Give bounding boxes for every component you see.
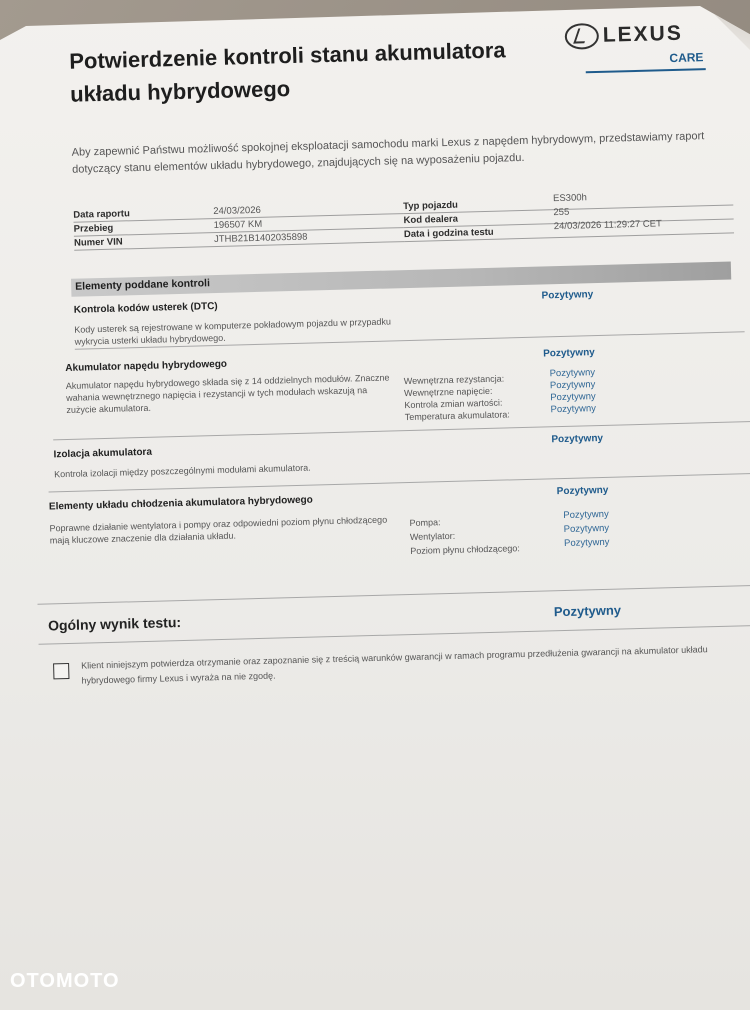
watermark-text: OTOMOTO — [10, 970, 120, 992]
info-left — [73, 200, 404, 251]
info-label: Przebieg — [73, 222, 114, 235]
logo-underline — [586, 68, 706, 73]
info-value: 255 — [553, 206, 570, 219]
info-value: 196507 KM — [213, 218, 263, 232]
logo-sub: CARE — [669, 50, 704, 66]
info-label: Typ pojazdu — [403, 199, 459, 213]
divider — [53, 421, 750, 440]
document-title: Potwierdzenie kontroli stanu akumulatora układu hybrydowego — [68, 37, 506, 107]
sub-check-label: Wewnętrzne napięcie: — [403, 385, 493, 399]
sub-check-value: Pozytywny — [549, 367, 596, 380]
info-label: Data raportu — [73, 208, 130, 221]
sub-check-value: Pozytywny — [563, 508, 609, 521]
check-description: Poprawne działanie wentylatora i pompy oraz odpowiedni poziom płynu chłodzącego mają kluczowe znaczenie dla działania układu. — [49, 514, 388, 546]
intro-text: Aby zapewnić Państwu możliwość spokojnej eksploatacji samochodu marki Lexus z napędem hybrydowym, przedstawiamy raport dotyczący stanu elementów układu hybrydowego, znajdujących się na wyposażeniu pojazdu. — [71, 130, 705, 176]
lexus-care-logo — [564, 20, 715, 66]
sub-check-value: Pozytywny — [550, 391, 596, 404]
sub-check-label: Wentylator: — [409, 530, 456, 543]
otomoto-watermark — [10, 970, 120, 993]
sub-check-value: Pozytywny — [563, 522, 610, 535]
sub-check-label: Kontrola zmian wartości: — [404, 397, 503, 411]
divider — [37, 585, 750, 605]
info-label: Kod dealera — [403, 213, 459, 227]
check-title: Kontrola kodów usterek (DTC) — [73, 300, 218, 316]
overall-result-label: Ogólny wynik testu: — [47, 614, 182, 634]
check-result: Pozytywny — [541, 289, 594, 302]
info-value: 24/03/2026 11:29:27 CET — [553, 218, 663, 233]
check-block-dtc — [74, 296, 395, 347]
section-header-bar — [71, 262, 731, 297]
sub-check-value: Pozytywny — [549, 379, 596, 392]
check-title: Elementy układu chłodzenia akumulatora hybrydowego — [48, 494, 313, 513]
info-label: Numer VIN — [73, 236, 123, 249]
check-result: Pozytywny — [556, 484, 609, 498]
check-block-isolation — [53, 440, 394, 480]
check-description: Kody usterek są rejestrowane w komputerze pokładowym pojazdu w przypadku wykrycia usterki układu hybrydowego. — [74, 316, 392, 347]
check-description: Kontrola izolacji między poszczególnymi modułami akumulatora. — [53, 462, 311, 480]
check-block-battery — [65, 354, 396, 416]
info-right — [403, 191, 734, 242]
sub-check-label: Wewnętrzna rezystancja: — [403, 373, 505, 387]
section-title: Elementy poddane kontroli — [75, 277, 211, 293]
info-value: ES300h — [552, 192, 588, 205]
check-title: Akumulator napędu hybrydowego — [65, 358, 228, 374]
check-description: Akumulator napędu hybrydowego składa się z 14 oddzielnych modułów. Znaczne wahania wewnętrznego napięcia i rezystancji w tych modułach wskazują na zużycie akumulatora. — [65, 372, 390, 415]
check-title: Izolacja akumulatora — [53, 446, 153, 461]
lexus-emblem-icon — [564, 23, 599, 50]
info-label: Data i godzina testu — [403, 226, 494, 241]
sub-check-value: Pozytywny — [550, 403, 597, 416]
logo-brand: LEXUS — [602, 21, 684, 47]
consent-checkbox[interactable] — [53, 663, 69, 679]
check-result: Pozytywny — [542, 347, 595, 360]
sub-check-label: Poziom płynu chłodzącego: — [410, 543, 520, 557]
consent-text: Klient niniejszym potwierdza otrzymanie oraz zapoznanie się z treścią warunków gwarancji w ramach programu przedłużenia gwarancji na akumulator układu hybrydowego firmy Lexus i wyraża na nie zgodę. — [81, 644, 708, 686]
check-block-cooling — [49, 493, 390, 547]
overall-result-value: Pozytywny — [553, 602, 622, 620]
check-result: Pozytywny — [551, 432, 604, 446]
sub-check-label: Temperatura akumulatora: — [404, 409, 510, 423]
info-value: 24/03/2026 — [213, 204, 261, 218]
sub-check-value: Pozytywny — [563, 536, 610, 549]
document — [22, 0, 750, 712]
info-value: JTHB21B1402035898 — [213, 231, 308, 246]
sub-check-label: Pompa: — [409, 517, 441, 529]
